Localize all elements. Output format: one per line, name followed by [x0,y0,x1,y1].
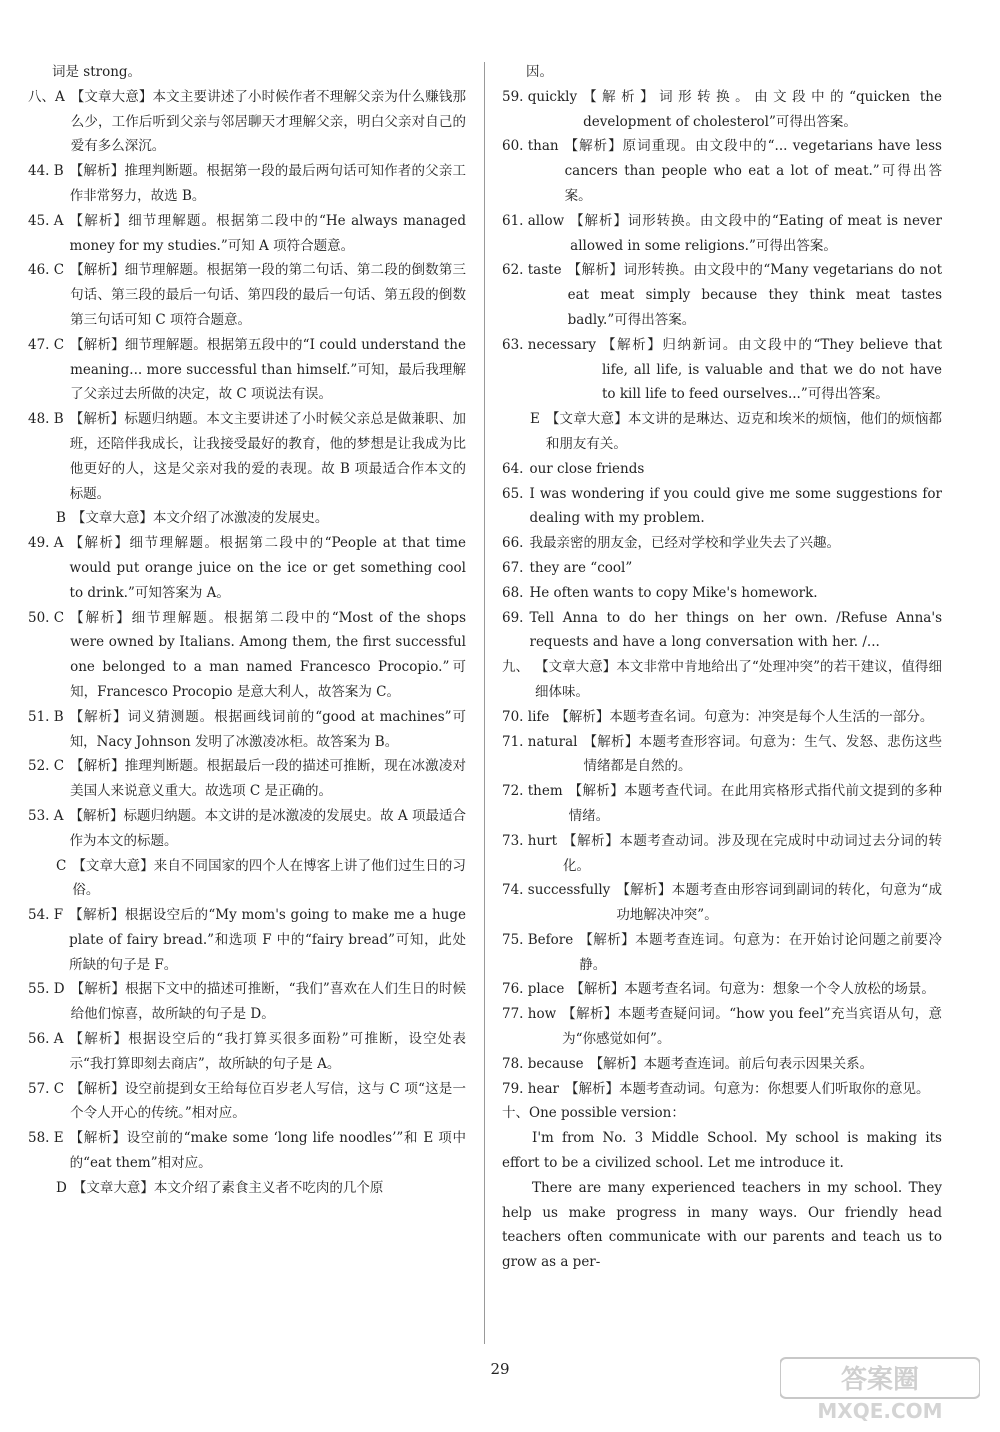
answer-entry [502,1077,942,1102]
entry-text: 【解析】本题考查连词。句意为：在开始讨论问题之前要冷静。 [579,931,942,973]
entry-number: B [56,510,66,527]
answer-entry [502,134,942,208]
svg-text:答案圈: 答案圈 [840,1365,920,1395]
entry-text: 【文章大意】本文讲的是琳达、迈克和埃米的烦恼，他们的烦恼都和朋友有关。 [545,411,942,452]
entry-text: 【解析】标题归纳题。本文讲的是冰激凌的发展史。故 A 项最适合作为本文的标题。 [69,807,466,849]
entry-number: 66. [502,535,524,552]
entry-number: 58. E [28,1130,64,1147]
entry-text: 【解析】词形转换。由文段中的“Many vegetarians do not eat meat simply because they think meat tastes badly.”可得出答案。 [567,262,942,328]
answer-entry: 十、One possible version： [502,1105,685,1122]
entry-text: 【解析】原词重现。由文段中的“... vegetarians have less cancers than people who eat a lot of meat.”可得出答案。 [564,138,942,204]
entry-text: 【解析】根据下文中的描述可推断，“我们”喜欢在人们生日的时候给他们惊喜，故所缺的句子是 D。 [70,981,466,1023]
page-number: 29 [490,1360,510,1378]
entry-number: 78. because [502,1055,584,1072]
entry-text: 【解析】标题归纳题。本文主要讲述了小时候父亲总是做兼职、加班，还陪伴我成长，让我接受最好的教育，他的梦想是让我成为比他更好的人，这是父亲对我的爱的表现。故 B 项最适合作本文的标题。 [69,411,466,502]
answer-entry [28,754,466,804]
answer-entry [28,258,466,332]
right-column [502,60,942,1275]
entry-number: 62. taste [502,262,562,279]
answer-entry [502,556,942,581]
entry-number: 70. life [502,708,550,725]
answer-entry [28,407,466,506]
entry-number: 59. quickly [502,88,578,105]
answer-entry [502,1002,942,1052]
answer-entry [502,407,942,457]
entry-text: 【解析】本题考查代词。在此用宾格形式指代前文提到的多种情绪。 [568,783,942,824]
entry-number: D [56,1179,67,1196]
entry-text: 【解析】细节理解题。根据第二段中的“People at that time would put orange juice on the ice or get something cool to drink.”可知答案为 A。 [69,535,466,601]
answer-entry [502,878,942,928]
answer-entry [502,829,942,879]
entry-text: 【文章大意】来自不同国家的四个人在博客上讲了他们过生日的习俗。 [72,857,466,899]
answer-entry [28,903,466,977]
answer-entry [502,705,942,730]
entry-text: 【解析】推理判断题。根据最后一段的描述可推断，现在冰激凌对美国人来说意义重大。故选项 C 是正确的。 [70,758,466,800]
answer-entry [502,606,942,656]
answer-entry [28,606,466,705]
answer-entry [502,258,942,332]
answer-entry [28,854,466,904]
entry-number: 72. them [502,783,563,800]
entry-number: 75. Before [502,931,574,948]
entry-number: 50. C [28,609,65,626]
entry-text: 我最亲密的朋友金，已经对学校和学业失去了兴趣。 [529,535,840,552]
entry-number: 51. B [28,708,64,725]
entry-number: 69. [502,609,524,626]
entry-number: 46. C [28,262,65,279]
entry-number: 79. hear [502,1080,559,1097]
entry-text: 【解析】词形转换。由文段中的“Eating of meat is never allowed in some religions.”可得出答案。 [570,212,942,254]
answer-entry [502,1052,942,1077]
answer-entry [502,730,942,780]
left-column [28,60,466,1201]
entry-number: 56. A [28,1031,64,1048]
answer-entry [502,531,942,556]
entry-number: 64. [502,460,524,477]
entry-number: 60. than [502,138,559,155]
entry-number: 九、 [502,659,529,676]
answer-entry: There are many experienced teachers in my school. They help us make progress in many ways. Our friendly head teachers often communicate with our parents and teach us to grow as a per- [502,1179,942,1271]
entry-number: 74. successfully [502,882,611,899]
answer-entry: I'm from No. 3 Middle School. My school is making its effort to be a civilized school. Let me introduce it. [502,1130,942,1172]
entry-text: 【解析】词形转换。由文段中的“quicken the development of cholesterol”可得出答案。 [583,88,942,130]
entry-text: 【文章大意】本文非常中肯地给出了“处理冲突”的若干建议，值得细细体味。 [535,659,942,700]
entry-number: 44. B [28,163,64,180]
entry-number: 47. C [28,336,65,353]
entry-text: 【解析】本题考查动词。句意为：你想要人们听取你的意见。 [564,1080,930,1097]
answer-entry [502,333,942,407]
entry-text: He often wants to copy Mike's homework. [529,584,818,601]
entry-number: 八、A [28,88,65,105]
entry-text: 【解析】细节理解题。根据第一段的第二句话、第二段的倒数第三句话、第三段的最后一句话、第四段的最后一句话、第五段的倒数第三句话可知 C 项符合题意。 [70,262,466,328]
entry-number: 76. place [502,981,565,998]
entry-text: 【解析】本题考查形容词。句意为：生气、发怒、悲伤这些情绪都是自然的。 [583,733,942,775]
entry-number: C [56,857,67,874]
entry-text: 【文章大意】本文介绍了素食主义者不吃肉的几个原 [72,1179,384,1196]
answer-entry [28,333,466,407]
entry-text: 【解析】本题考查动词。涉及现在完成时中动词过去分词的转化。 [563,832,942,874]
answer-entry [28,1027,466,1077]
answer-entry [502,209,942,259]
answer-entry [28,85,466,159]
answer-entry [502,482,942,532]
entry-text: 【解析】本题考查疑问词。“how you feel”充当宾语从句，意为“你感觉如何”。 [562,1006,942,1048]
entry-text: Tell Anna to do her things on her own. /Refuse Anna's requests and have a long conversation with her. /... [529,609,942,651]
entry-text: 【解析】根据设空后的“My mom's going to make me a huge plate of fairy bread.”和选项 F 中的“fairy bread”可知，此处所缺的句子是 F。 [69,907,466,973]
entry-number: 65. [502,485,524,502]
entry-text: 【解析】本题考查名词。句意为：想象一个令人放松的场景。 [570,981,935,998]
entry-text: 【解析】根据设空后的“我打算买很多面粉”可推断，设空处表示“我打算即刻去商店”，故所缺的句子是 A。 [69,1031,466,1072]
entry-number: 48. B [28,411,64,428]
entry-number: 54. F [28,907,64,924]
entry-text: 【解析】设空前的“make some ‘long life noodles’”和 E 项中的“eat them”相对应。 [69,1130,466,1172]
entry-text: 【解析】细节理解题。根据第二段中的“Most of the shops were owned by Italians. Among them, the first successful one belonged to a man named Francesco Procopio.”可知，Francesco Procopio 是意大利人，故答案为 C。 [70,609,466,700]
watermark-logo [780,1356,980,1422]
entry-number: 49. A [28,535,64,552]
entry-number: 68. [502,584,524,601]
entry-number: 57. C [28,1080,65,1097]
entry-number: 63. necessary [502,336,596,353]
answer-entry [502,85,942,135]
answer-entry [28,531,466,605]
answer-entry [28,1126,466,1176]
entry-text: 【解析】本题考查连词。前后句表示因果关系。 [589,1055,874,1072]
entry-number: 45. A [28,212,64,229]
entry-text: 【解析】设空前提到女王给每位百岁老人写信，这与 C 项“这是一个令人开心的传统。”相对应。 [70,1080,466,1122]
entry-text: I was wondering if you could give me some suggestions for dealing with my problem. [529,485,942,527]
answer-entry [28,506,466,531]
answer-entry [28,1077,466,1127]
entry-text: 【解析】推理判断题。根据第一段的最后两句话可知作者的父亲工作非常努力，故选 B。 [69,163,466,204]
column-divider [484,62,485,1344]
entry-number: 61. allow [502,212,565,229]
answer-entry [28,159,466,209]
entry-number: 52. C [28,758,65,775]
answer-entry [502,581,942,606]
answer-entry [502,779,942,829]
entry-text: 【文章大意】本文主要讲述了小时候作者不理解父亲为什么赚钱那么少，工作后听到父亲与邻居聊天才理解父亲，明白父亲对自己的爱有多么深沉。 [70,88,466,155]
svg-text:MXQE.COM: MXQE.COM [817,1399,943,1422]
answer-entry [28,1176,466,1201]
entry-text: 【解析】词义猜测题。根据画线词前的“good at machines”可知，Nacy Johnson 发明了冰激凌冰柜。故答案为 B。 [69,708,466,750]
answer-entry [502,655,942,705]
answer-entry [28,209,466,259]
entry-text: 【解析】本题考查由形容词到副词的转化，句意为“成功地解决冲突”。 [616,882,942,924]
entry-text: 【解析】细节理解题。根据第二段中的“He always managed money for my studies.”可知 A 项符合题意。 [69,212,466,254]
entry-text: our close friends [529,460,645,477]
answer-entry: 因。 [526,64,553,80]
entry-text: 【解析】细节理解题。根据第五段中的“I could understand the meaning... more successful than himself.”可知，最后我理解了父亲过去所做的决定，故 C 项说法有误。 [70,336,466,403]
entry-number: 71. natural [502,733,578,750]
entry-number: 73. hurt [502,832,558,849]
entry-number: 67. [502,559,524,576]
answer-entry [28,705,466,755]
answer-entry [502,457,942,482]
entry-number: 53. A [28,807,64,824]
answer-entry [502,928,942,978]
entry-number: E [530,411,540,428]
answer-entry [28,804,466,854]
entry-text: they are “cool” [529,559,633,576]
entry-number: 55. D [28,981,65,998]
entry-text: 【解析】归纳新词。由文段中的“They believe that life, all life, is valuable and that we do not have to kill life to feed ourselves...”可得出答案。 [601,336,942,403]
answer-entry: 词是 strong。 [52,64,142,80]
entry-text: 【解析】本题考查名词。句意为：冲突是每个人生活的一部分。 [555,708,934,725]
answer-entry [502,977,942,1002]
entry-number: 77. how [502,1006,557,1023]
entry-text: 【文章大意】本文介绍了冰激凌的发展史。 [71,510,329,527]
answer-entry [28,977,466,1027]
